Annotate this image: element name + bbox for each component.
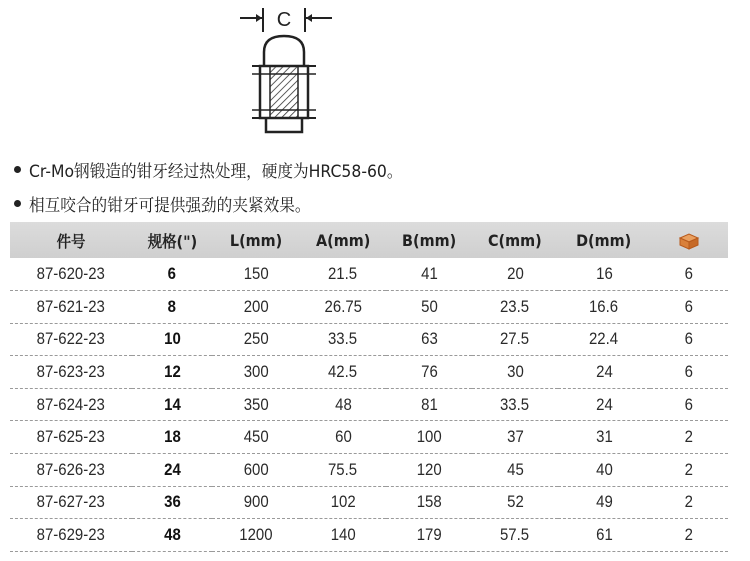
cell-dim-b: 63 [386, 323, 472, 356]
cell-size: 24 [132, 454, 212, 487]
cell-part-no: 87-620-23 [10, 258, 132, 291]
table-row [10, 388, 728, 421]
cell-dim-a: 26.75 [300, 291, 386, 324]
table-row [10, 258, 728, 291]
cell-dim-d: 24 [558, 356, 650, 389]
cell-dim-d: 40 [558, 454, 650, 487]
table-row [10, 486, 728, 519]
cell-size: 6 [132, 258, 212, 291]
table-row [10, 454, 728, 487]
cell-dim-c: 37 [472, 421, 558, 454]
cell-length-l: 1200 [212, 519, 300, 552]
cell-pack-qty: 6 [650, 388, 728, 421]
cell-length-l: 350 [212, 388, 300, 421]
cell-dim-b: 41 [386, 258, 472, 291]
cell-dim-c: 23.5 [472, 291, 558, 324]
feature-item: Cr-Mo钢锻造的钳牙经过热处理，硬度为HRC58-60。 [10, 152, 730, 186]
cell-dim-b: 100 [386, 421, 472, 454]
cell-dim-c: 57.5 [472, 519, 558, 552]
cell-dim-c: 20 [472, 258, 558, 291]
cell-length-l: 600 [212, 454, 300, 487]
cell-dim-c: 52 [472, 486, 558, 519]
cell-part-no: 87-627-23 [10, 486, 132, 519]
cell-dim-a: 42.5 [300, 356, 386, 389]
cell-length-l: 200 [212, 291, 300, 324]
feature-item: 相互咬合的钳牙可提供强劲的夹紧效果。 [10, 186, 730, 220]
cell-part-no: 87-622-23 [10, 323, 132, 356]
cell-dim-a: 60 [300, 421, 386, 454]
cell-dim-c: 27.5 [472, 323, 558, 356]
cell-size: 48 [132, 519, 212, 552]
cell-dim-a: 102 [300, 486, 386, 519]
cell-dim-d: 16 [558, 258, 650, 291]
cell-length-l: 450 [212, 421, 300, 454]
cell-size: 18 [132, 421, 212, 454]
cell-dim-b: 76 [386, 356, 472, 389]
cell-length-l: 150 [212, 258, 300, 291]
cell-dim-a: 75.5 [300, 454, 386, 487]
dimension-c-label: C [276, 9, 292, 31]
cell-pack-qty: 2 [650, 519, 728, 552]
col-header-size: 规格(") [147, 231, 197, 251]
cell-size: 8 [132, 291, 212, 324]
cell-dim-d: 61 [558, 519, 650, 552]
cell-size: 12 [132, 356, 212, 389]
cell-dim-a: 33.5 [300, 323, 386, 356]
col-header-c: C(mm) [488, 230, 542, 250]
cell-size: 14 [132, 388, 212, 421]
cell-dim-d: 49 [558, 486, 650, 519]
table-row [10, 421, 728, 454]
cell-dim-c: 45 [472, 454, 558, 487]
cell-dim-b: 50 [386, 291, 472, 324]
cell-dim-b: 81 [386, 388, 472, 421]
cell-size: 36 [132, 486, 212, 519]
cell-part-no: 87-629-23 [10, 519, 132, 552]
cell-dim-d: 31 [558, 421, 650, 454]
jaw-dimension-diagram [232, 4, 342, 144]
cell-pack-qty: 6 [650, 356, 728, 389]
cell-dim-d: 22.4 [558, 323, 650, 356]
table-row [10, 323, 728, 356]
cell-dim-d: 24 [558, 388, 650, 421]
col-header-a: A(mm) [315, 230, 371, 250]
col-header-part-no: 件号 [56, 231, 86, 251]
feature-list [10, 152, 730, 220]
cell-part-no: 87-623-23 [10, 356, 132, 389]
cell-pack-qty: 2 [650, 421, 728, 454]
cell-pack-qty: 6 [650, 258, 728, 291]
cell-dim-a: 21.5 [300, 258, 386, 291]
cell-part-no: 87-621-23 [10, 291, 132, 324]
cell-dim-b: 179 [386, 519, 472, 552]
cell-dim-a: 140 [300, 519, 386, 552]
cell-part-no: 87-626-23 [10, 454, 132, 487]
cell-length-l: 900 [212, 486, 300, 519]
cell-pack-qty: 2 [650, 486, 728, 519]
package-box-icon [678, 232, 700, 250]
cell-dim-a: 48 [300, 388, 386, 421]
bullet-dot-icon [14, 166, 21, 173]
cell-dim-c: 30 [472, 356, 558, 389]
col-header-b: B(mm) [401, 230, 457, 250]
cell-pack-qty: 6 [650, 291, 728, 324]
col-header-d: D(mm) [576, 230, 632, 250]
table-header-row [10, 222, 728, 258]
bullet-dot-icon [14, 200, 21, 207]
cell-dim-b: 158 [386, 486, 472, 519]
cell-pack-qty: 6 [650, 323, 728, 356]
cell-dim-d: 16.6 [558, 291, 650, 324]
col-header-package [650, 222, 728, 258]
cell-length-l: 250 [212, 323, 300, 356]
cell-pack-qty: 2 [650, 454, 728, 487]
col-header-l: L(mm) [229, 230, 283, 250]
table-row [10, 291, 728, 324]
table-row [10, 519, 728, 552]
cell-dim-b: 120 [386, 454, 472, 487]
spec-table [10, 222, 728, 552]
cell-part-no: 87-624-23 [10, 388, 132, 421]
cell-dim-c: 33.5 [472, 388, 558, 421]
table-row [10, 356, 728, 389]
cell-length-l: 300 [212, 356, 300, 389]
cell-part-no: 87-625-23 [10, 421, 132, 454]
cell-size: 10 [132, 323, 212, 356]
